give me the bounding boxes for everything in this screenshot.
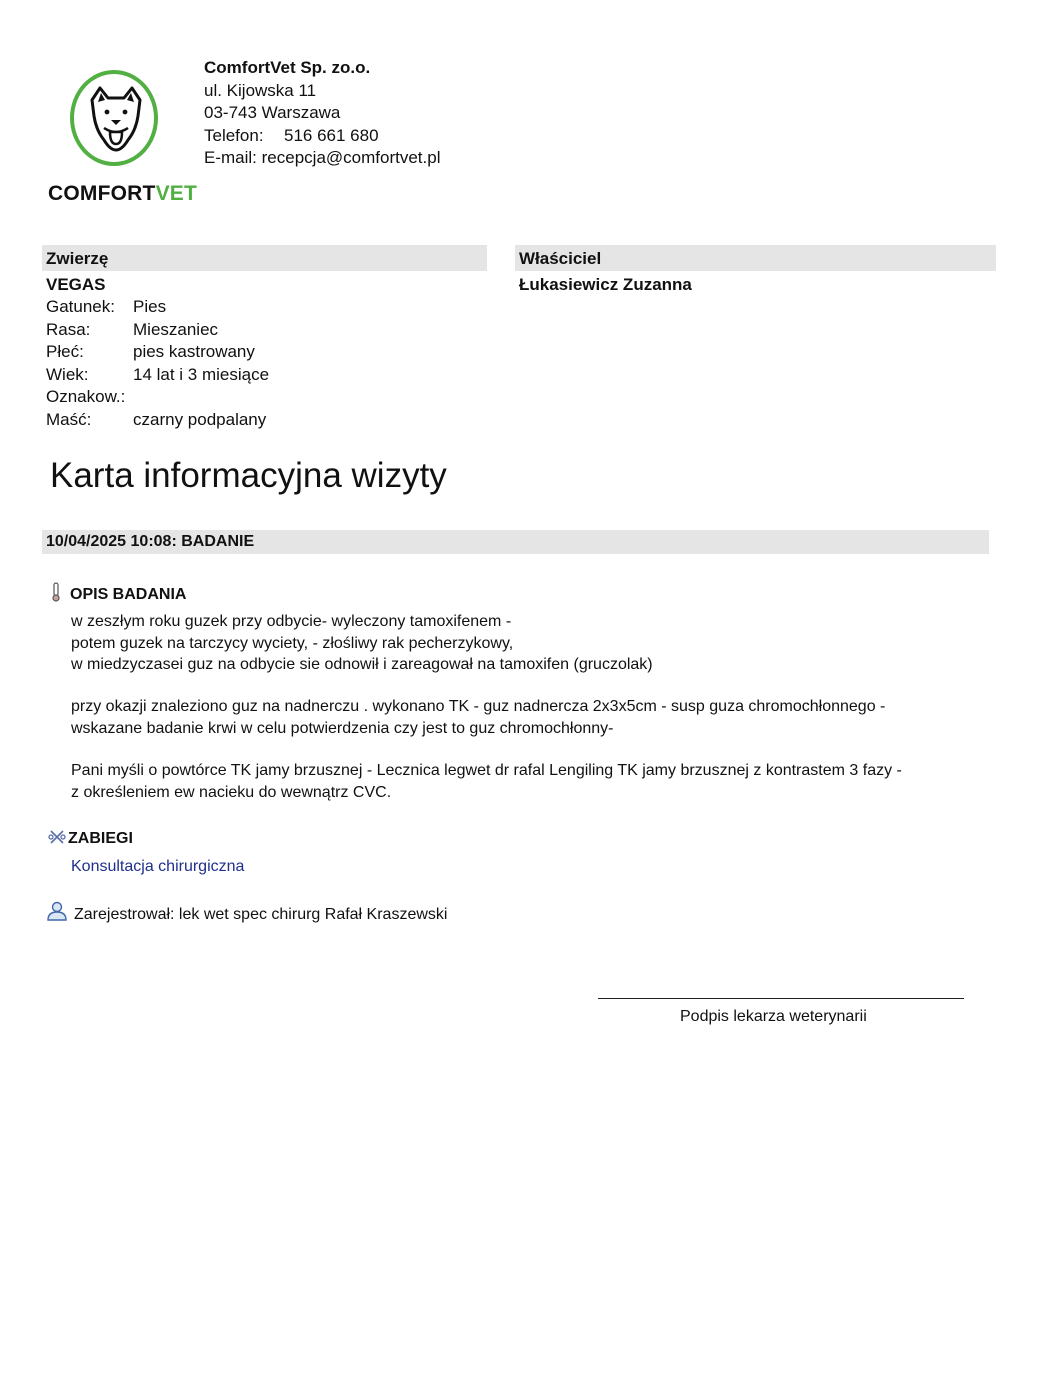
exam-line: w zeszłym roku guzek przy odbycie- wyleczony tamoxifenem - — [71, 613, 512, 630]
animal-header: Zwierzę — [42, 245, 487, 271]
scissors-icon — [48, 828, 66, 846]
clinic-email: E-mail: recepcja@comfortvet.pl — [204, 148, 441, 167]
exam-paragraph-1 — [71, 611, 653, 676]
exam-line: w miedzyczasei guz na odbycie sie odnowił i zareagował na tamoxifen (gruczolak) — [71, 656, 653, 673]
document-title: Karta informacyjna wizyty — [50, 456, 447, 495]
thermometer-icon — [50, 582, 62, 602]
logo-wordmark: COMFORTVET — [48, 182, 198, 205]
exam-line: przy okazji znaleziono guz na nadnerczu . wykonano TK - guz nadnercza 2x3x5cm - susp guza chromochłonnego - — [71, 698, 886, 715]
signature-caption: Podpis lekarza weterynarii — [680, 1008, 867, 1025]
owner-header: Właściciel — [515, 245, 996, 271]
signature-line — [598, 998, 964, 999]
exam-line: z określeniem ew nacieku do wewnątrz CVC. — [71, 783, 392, 801]
procedure-item: Konsultacja chirurgiczna — [71, 858, 245, 875]
animal-field: Płeć: pies kastrowany — [46, 342, 255, 361]
animal-name: VEGAS — [46, 275, 106, 294]
exam-title: OPIS BADANIA — [70, 586, 187, 603]
registered-by: Zarejestrował: lek wet spec chirurg Rafał Kraszewski — [74, 906, 448, 923]
animal-fields — [46, 296, 269, 431]
clinic-info — [204, 57, 440, 170]
exam-line: wskazane badanie krwi w celu potwierdzenia czy jest to guz chromochłonny- — [71, 719, 614, 737]
clinic-name: ComfortVet Sp. zo.o. — [204, 58, 371, 77]
animal-field: Maść: czarny podpalany — [46, 409, 267, 429]
procedures-title: ZABIEGI — [68, 830, 133, 847]
dog-logo-icon — [78, 82, 154, 158]
exam-paragraph-3 — [71, 760, 902, 803]
animal-field: Rasa: Mieszaniec — [46, 319, 219, 339]
owner-name: Łukasiewicz Zuzanna — [519, 275, 692, 294]
user-icon — [46, 900, 68, 922]
exam-line: Pani myśli o powtórce TK jamy brzusznej - Lecznica legwet dr rafal Lengiling TK jamy brzusznej z kontrastem 3 fazy - — [71, 762, 902, 779]
clinic-street: ul. Kijowska 11 — [204, 80, 317, 100]
exam-paragraph-2 — [71, 696, 885, 739]
visit-header: 10/04/2025 10:08: BADANIE — [42, 530, 989, 554]
animal-field: Oznakow.: — [46, 387, 126, 406]
exam-line: potem guzek na tarczycy wyciety, - złośliwy rak pecherzykowy, — [71, 634, 514, 652]
clinic-city: 03-743 Warszawa — [204, 103, 341, 122]
animal-field: Gatunek: Pies — [46, 297, 167, 316]
animal-field: Wiek: 14 lat i 3 miesiące — [46, 364, 270, 384]
clinic-phone: Telefon: 516 661 680 — [204, 125, 379, 145]
